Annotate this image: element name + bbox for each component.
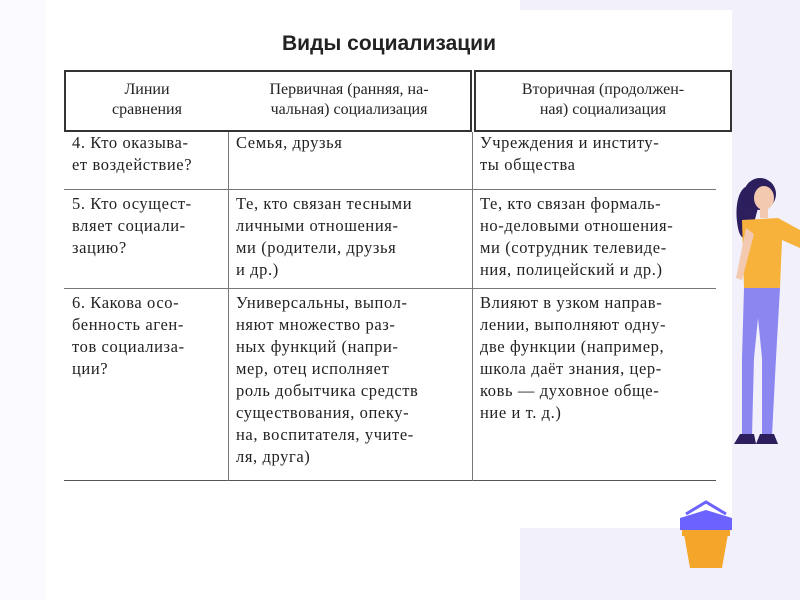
header-cell-criteria [64,70,230,132]
person-illustration [728,168,800,458]
secondary-cell: Учреждения и институ- ты общества [480,133,660,174]
table-header [64,70,716,132]
table-row [64,132,716,190]
column-divider [472,132,473,481]
slide-title: Виды социализации [282,32,496,55]
criterion-cell: 4. Кто оказыва- ет воздействие? [72,133,193,174]
header-secondary-label: Вторичная (продолжен- ная) социализация [521,81,685,118]
secondary-cell: Влияют в узком направ- лении, выполняют одну- две функции (например, школа даёт знания, цер- ковь — духовное обще- ние и т. д.) [480,293,667,422]
plant-icon [676,500,736,576]
header-criteria-label: Линии сравнения [112,81,182,118]
header-primary-label: Первичная (ранняя, на- чальная) социализация [269,81,429,118]
slide [46,10,732,528]
criterion-cell: 5. Кто осущест- вляет социали- зацию? [72,194,192,257]
secondary-cell: Те, кто связан формаль- но-деловыми отношения- ми (сотрудник телевиде- ния, полицейский и др.) [480,194,674,279]
primary-cell: Универсальны, выпол- няют множество раз- ных функций (напри- мер, отец исполняет роль добытчика средств существования, опеку- на, воспитателя, учите- ля, друга) [236,293,419,466]
primary-cell: Те, кто связан тесными личными отношения- ми (родители, друзья и др.) [236,194,413,279]
table-row [64,189,716,289]
header-cell-secondary [474,70,732,132]
criterion-cell: 6. Какова осо- бенность аген- тов социализа- ции? [72,293,185,378]
primary-cell: Семья, друзья [236,133,343,152]
header-cell-primary [228,70,472,132]
column-divider [228,132,229,481]
background-edge [0,0,46,600]
table-row [64,288,716,481]
comparison-table [64,70,716,466]
